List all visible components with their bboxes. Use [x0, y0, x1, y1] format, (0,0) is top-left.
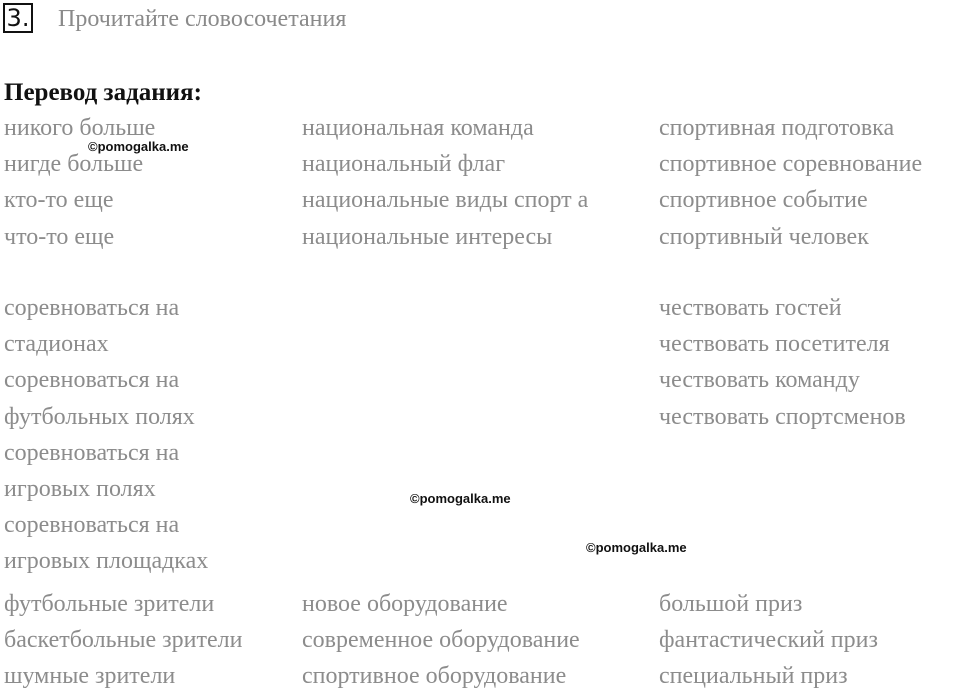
phrase: футбольных полях — [4, 403, 195, 430]
block3-column-2 — [302, 586, 580, 695]
phrase: спортивная подготовка — [659, 115, 895, 141]
phrase: большой приз — [659, 591, 803, 617]
block2-column-3 — [659, 290, 906, 435]
phrase: нигде больше — [4, 151, 144, 178]
phrase: чествовать спортсменов — [659, 403, 906, 430]
phrase: национальный флаг — [302, 151, 506, 178]
phrase: никого больше — [4, 115, 156, 141]
watermark: ©pomogalka.me — [410, 491, 511, 506]
phrase: соревноваться на — [4, 367, 180, 394]
phrase: спортивное событие — [659, 187, 868, 214]
phrase: соревноваться на — [4, 512, 180, 539]
phrase: спортивное соревнование — [659, 151, 923, 178]
phrase: фантастический приз — [659, 627, 878, 654]
phrase: национальные интересы — [302, 223, 553, 250]
phrase: современное оборудование — [302, 627, 580, 654]
phrase: что-то еще — [4, 223, 115, 250]
phrase: игровых площадках — [4, 548, 209, 575]
phrase: национальная команда — [302, 115, 534, 141]
phrase: шумные зрители — [4, 663, 176, 690]
block1-column-1 — [4, 110, 155, 255]
watermark: ©pomogalka.me — [88, 139, 189, 154]
block3-column-3 — [659, 586, 878, 695]
watermark: ©pomogalka.me — [586, 540, 687, 555]
phrase: игровых полях — [4, 475, 156, 502]
block3-column-1 — [4, 586, 242, 695]
phrase: новое оборудование — [302, 591, 508, 617]
phrase: стадионах — [4, 331, 109, 358]
phrase: футбольные зрители — [4, 591, 215, 617]
phrase: соревноваться на — [4, 439, 180, 466]
translation-heading: Перевод задания: — [4, 79, 202, 106]
phrase: кто-то еще — [4, 187, 114, 214]
task-number-box: 3. — [3, 3, 33, 33]
phrase: чествовать гостей — [659, 295, 842, 321]
block2-column-1 — [4, 290, 208, 580]
phrase: чествовать команду — [659, 367, 860, 394]
task-title: Прочитайте словосочетания — [58, 6, 347, 32]
phrase: соревноваться на — [4, 295, 180, 321]
phrase: чествовать посетителя — [659, 331, 890, 358]
phrase: национальные виды спорт а — [302, 187, 589, 214]
block1-column-3 — [659, 110, 922, 255]
phrase: баскетбольные зрители — [4, 627, 243, 654]
phrase: специальный приз — [659, 663, 848, 690]
block1-column-2 — [302, 110, 588, 255]
phrase: спортивный человек — [659, 223, 869, 250]
phrase: спортивное оборудование — [302, 663, 567, 690]
